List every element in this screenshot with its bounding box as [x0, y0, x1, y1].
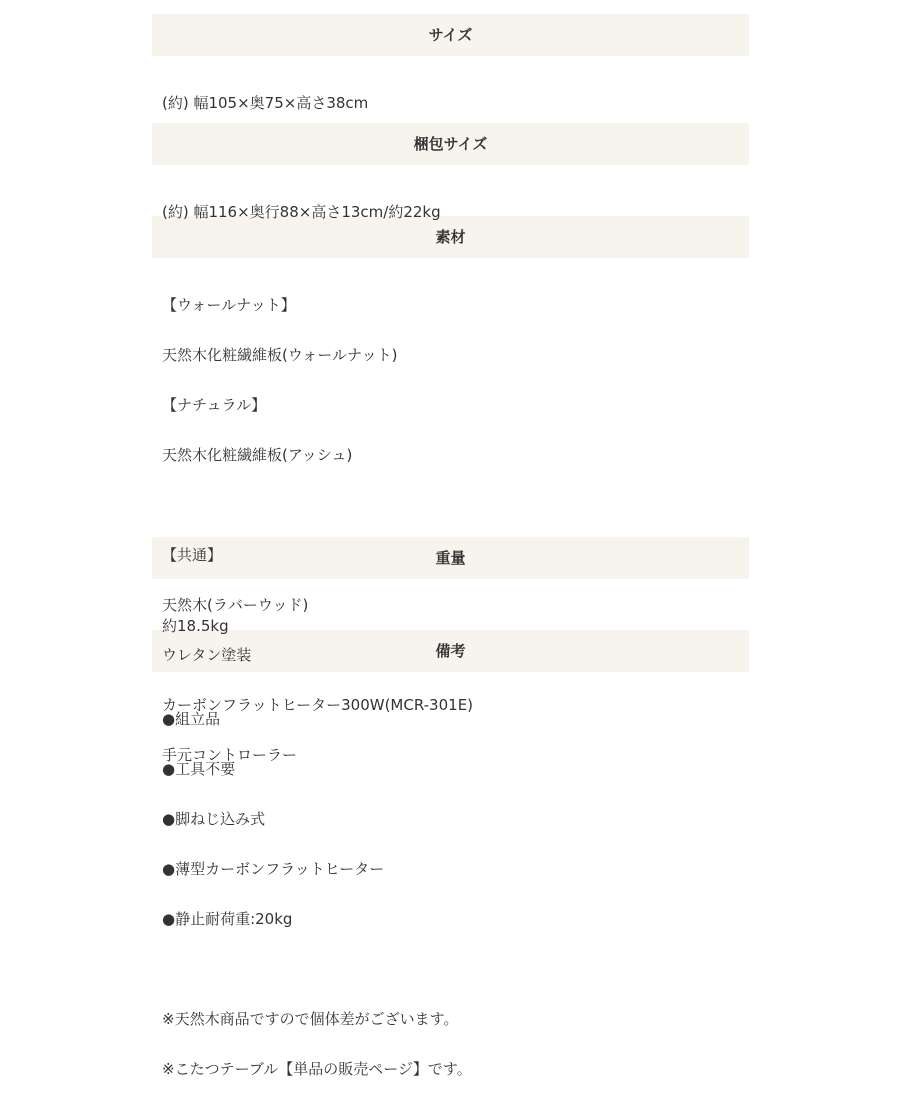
material-line: 【ウォールナット】 — [162, 296, 296, 314]
notes-line: ●工具不要 — [162, 760, 236, 778]
size-value — [152, 56, 749, 123]
notes-line: ●静止耐荷重:20kg — [162, 910, 293, 928]
material-line: 天然木化粧繊維板(アッシュ) — [162, 446, 353, 464]
material-line: ウレタン塗装 — [162, 646, 252, 664]
material-header: 素材 — [152, 216, 749, 258]
package-size-value — [152, 165, 749, 221]
spec-table — [152, 14, 749, 1107]
notes-line: ※こたつテーブル【単品の販売ページ】です。 — [162, 1060, 472, 1078]
notes-line-blank — [162, 957, 749, 982]
material-line: 【共通】 — [162, 546, 223, 564]
package-size-line: (約) 幅116×奥行88×高さ13cm/約22kg — [162, 203, 441, 221]
notes-value — [152, 672, 749, 1107]
weight-header: 重量 — [152, 537, 749, 579]
material-line: 【ナチュラル】 — [162, 396, 267, 414]
weight-line: 約18.5kg — [162, 617, 229, 635]
size-header: サイズ — [152, 14, 749, 56]
material-line-blank — [162, 493, 749, 518]
size-line: (約) 幅105×奥75×高さ38cm — [162, 94, 369, 112]
material-line: 天然木化粧繊維板(ウォールナット) — [162, 346, 398, 364]
material-line: 天然木(ラバーウッド) — [162, 596, 309, 614]
notes-line: ●脚ねじ込み式 — [162, 810, 266, 828]
notes-header: 備考 — [152, 630, 749, 672]
notes-line: ●組立品 — [162, 710, 221, 728]
material-line: 手元コントローラー — [162, 746, 298, 764]
material-line: カーボンフラットヒーター300W(MCR-301E) — [162, 696, 474, 714]
notes-line: ●薄型カーボンフラットヒーター — [162, 860, 385, 878]
notes-line: ※天然木商品ですので個体差がございます。 — [162, 1010, 459, 1028]
package-size-header: 梱包サイズ — [152, 123, 749, 165]
